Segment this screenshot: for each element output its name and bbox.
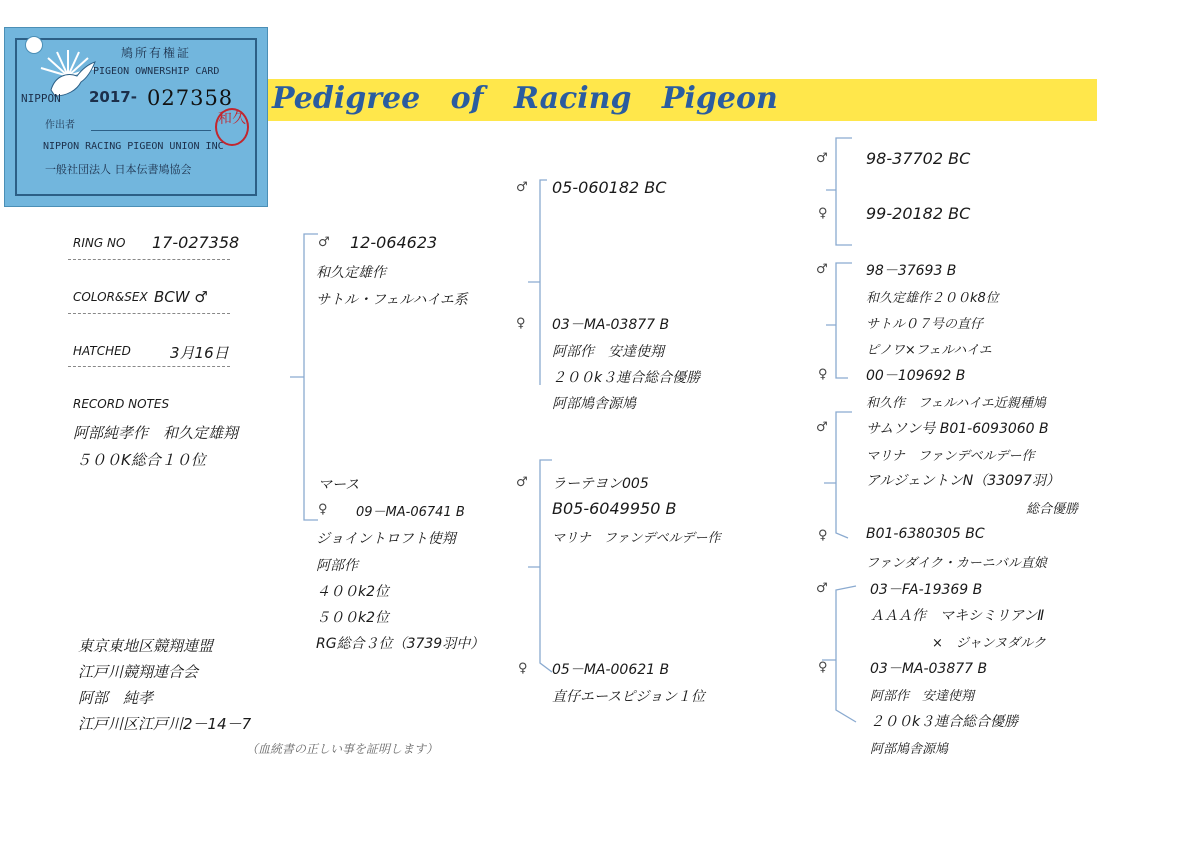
g3-sym: ♂ bbox=[816, 262, 828, 277]
bracket-g3 bbox=[824, 412, 852, 538]
dam-ring: 09－MA-06741 B bbox=[356, 505, 465, 520]
sire-ring: 12-064623 bbox=[350, 233, 438, 252]
g5-line-3: 総合優勝 bbox=[1026, 502, 1079, 517]
ds-ring: B05-6049950 B bbox=[552, 499, 677, 518]
g5-line-1: マリナ ファンデベルデー作 bbox=[866, 449, 1035, 464]
ring-underline bbox=[68, 259, 230, 260]
sd-ring: 03－MA-03877 B bbox=[552, 317, 670, 333]
bracket-root bbox=[290, 234, 318, 520]
g2-sym: ♀ bbox=[818, 206, 828, 221]
card-nippon: NIPPON bbox=[21, 92, 61, 105]
bracket-dam bbox=[528, 460, 552, 672]
card-org-en: NIPPON RACING PIGEON UNION INC bbox=[43, 141, 224, 152]
owner-line-1: 東京東地区競翔連盟 bbox=[78, 637, 214, 655]
record-line-1: 阿部純孝作 和久定雄翔 bbox=[73, 424, 239, 442]
dd-sym: ♀ bbox=[518, 661, 528, 676]
dd-line-1: 直仔エースピジョン１位 bbox=[552, 689, 706, 705]
g8-ring: 03－MA-03877 B bbox=[870, 661, 988, 677]
g3-line-3: ピノワ×フェルハイエ bbox=[866, 343, 992, 358]
ds-name: ラーテヨン005 bbox=[552, 476, 649, 492]
g5-ring: サムソン号 B01-6093060 B bbox=[866, 421, 1049, 437]
dd-ring: 05－MA-00621 B bbox=[552, 662, 670, 678]
g2-ring: 99-20182 BC bbox=[866, 204, 971, 223]
record-label: RECORD NOTES bbox=[73, 397, 170, 411]
color-label: COLOR&SEX bbox=[73, 290, 148, 304]
g8-line-3: 阿部鳩舎源鳩 bbox=[870, 742, 949, 757]
bracket-g1 bbox=[826, 138, 852, 245]
bracket-g4 bbox=[822, 586, 856, 722]
g6-line-1: ファンダイク・カーニバル直娘 bbox=[866, 556, 1047, 571]
g7-line-2: × ジャンヌダルク bbox=[932, 636, 1046, 651]
owner-line-4: 江戸川区江戸川2－14－7 bbox=[78, 715, 252, 733]
hatched-value: 3月16日 bbox=[170, 344, 229, 362]
sire-sym: ♂ bbox=[318, 235, 330, 250]
owner-line-3: 阿部 純孝 bbox=[78, 689, 154, 707]
pedigree-title: Pedigree of Racing Pigeon bbox=[272, 81, 778, 116]
hatched-underline bbox=[68, 366, 230, 367]
sd-sym: ♀ bbox=[516, 316, 526, 331]
g4-line-1: 和久作 フェルハイエ近親種鳩 bbox=[866, 396, 1046, 411]
g8-line-1: 阿部作 安達使翔 bbox=[870, 689, 975, 704]
g1-sym: ♂ bbox=[816, 151, 828, 166]
ds-line-1: マリナ ファンデベルデー作 bbox=[552, 531, 721, 546]
g5-line-2: アルジェントンN（33097羽） bbox=[866, 473, 1060, 489]
sd-line-1: 阿部作 安達使翔 bbox=[552, 344, 664, 360]
card-year: 2017- bbox=[89, 88, 137, 106]
owner-line-2: 江戸川競翔連合会 bbox=[78, 663, 199, 681]
bracket-sire bbox=[528, 180, 547, 385]
dam-line-3: ４００k2位 bbox=[316, 584, 390, 600]
dam-line-2: 阿部作 bbox=[316, 558, 358, 574]
dam-name: マース bbox=[318, 477, 360, 493]
bracket-g2 bbox=[826, 263, 852, 378]
sd-line-2: ２００k３連合総合優勝 bbox=[552, 370, 701, 386]
g8-sym: ♀ bbox=[818, 660, 828, 675]
color-value: BCW ♂ bbox=[154, 288, 208, 306]
dam-line-4: ５００k2位 bbox=[316, 610, 390, 626]
card-maker-label: 作出者 bbox=[45, 120, 75, 131]
g3-line-2: サトル０７号の直仔 bbox=[866, 317, 984, 332]
certification-note: （血統書の正しい事を証明します） bbox=[246, 742, 439, 756]
g5-sym: ♂ bbox=[816, 420, 828, 435]
hatched-label: HATCHED bbox=[73, 344, 131, 358]
card-org-jp: 一般社団法人 日本伝書鳩協会 bbox=[45, 163, 192, 176]
g1-ring: 98-37702 BC bbox=[866, 149, 971, 168]
card-title: 鳩所有権証 bbox=[121, 46, 192, 60]
ds-sym: ♂ bbox=[516, 475, 528, 490]
g6-sym: ♀ bbox=[818, 528, 828, 543]
g4-ring: 00－109692 B bbox=[866, 368, 966, 384]
card-seal: 和久 bbox=[215, 108, 249, 146]
ss-sym: ♂ bbox=[516, 180, 528, 195]
color-underline bbox=[68, 313, 230, 314]
card-number: 027358 bbox=[147, 86, 234, 110]
g7-ring: 03－FA-19369 B bbox=[870, 582, 983, 598]
card-subtitle: PIGEON OWNERSHIP CARD bbox=[93, 66, 220, 77]
dam-line-5: RG総合３位（3739羽中） bbox=[316, 636, 485, 652]
ring-value: 17-027358 bbox=[152, 233, 240, 252]
ring-label: RING NO bbox=[73, 236, 126, 250]
g6-ring: B01-6380305 BC bbox=[866, 526, 985, 542]
ss-ring: 05-060182 BC bbox=[552, 178, 667, 197]
g7-sym: ♂ bbox=[816, 581, 828, 596]
record-line-2: ５００K総合１０位 bbox=[76, 451, 206, 469]
sire-line-2: サトル・フェルハイエ系 bbox=[316, 292, 468, 308]
g3-line-1: 和久定雄作２００k8位 bbox=[866, 291, 999, 306]
sire-line-1: 和久定雄作 bbox=[316, 265, 386, 281]
g4-sym: ♀ bbox=[818, 367, 828, 382]
dam-line-1: ジョイントロフト使翔 bbox=[316, 531, 456, 547]
g7-line-1: ＡＡＡ作 マキシミリアンⅡ bbox=[870, 608, 1045, 624]
g3-ring: 98－37693 B bbox=[866, 263, 957, 279]
g8-line-2: ２００k３連合総合優勝 bbox=[870, 714, 1019, 730]
dam-sym: ♀ bbox=[318, 502, 328, 517]
sd-line-3: 阿部鳩舎源鳩 bbox=[552, 396, 636, 412]
